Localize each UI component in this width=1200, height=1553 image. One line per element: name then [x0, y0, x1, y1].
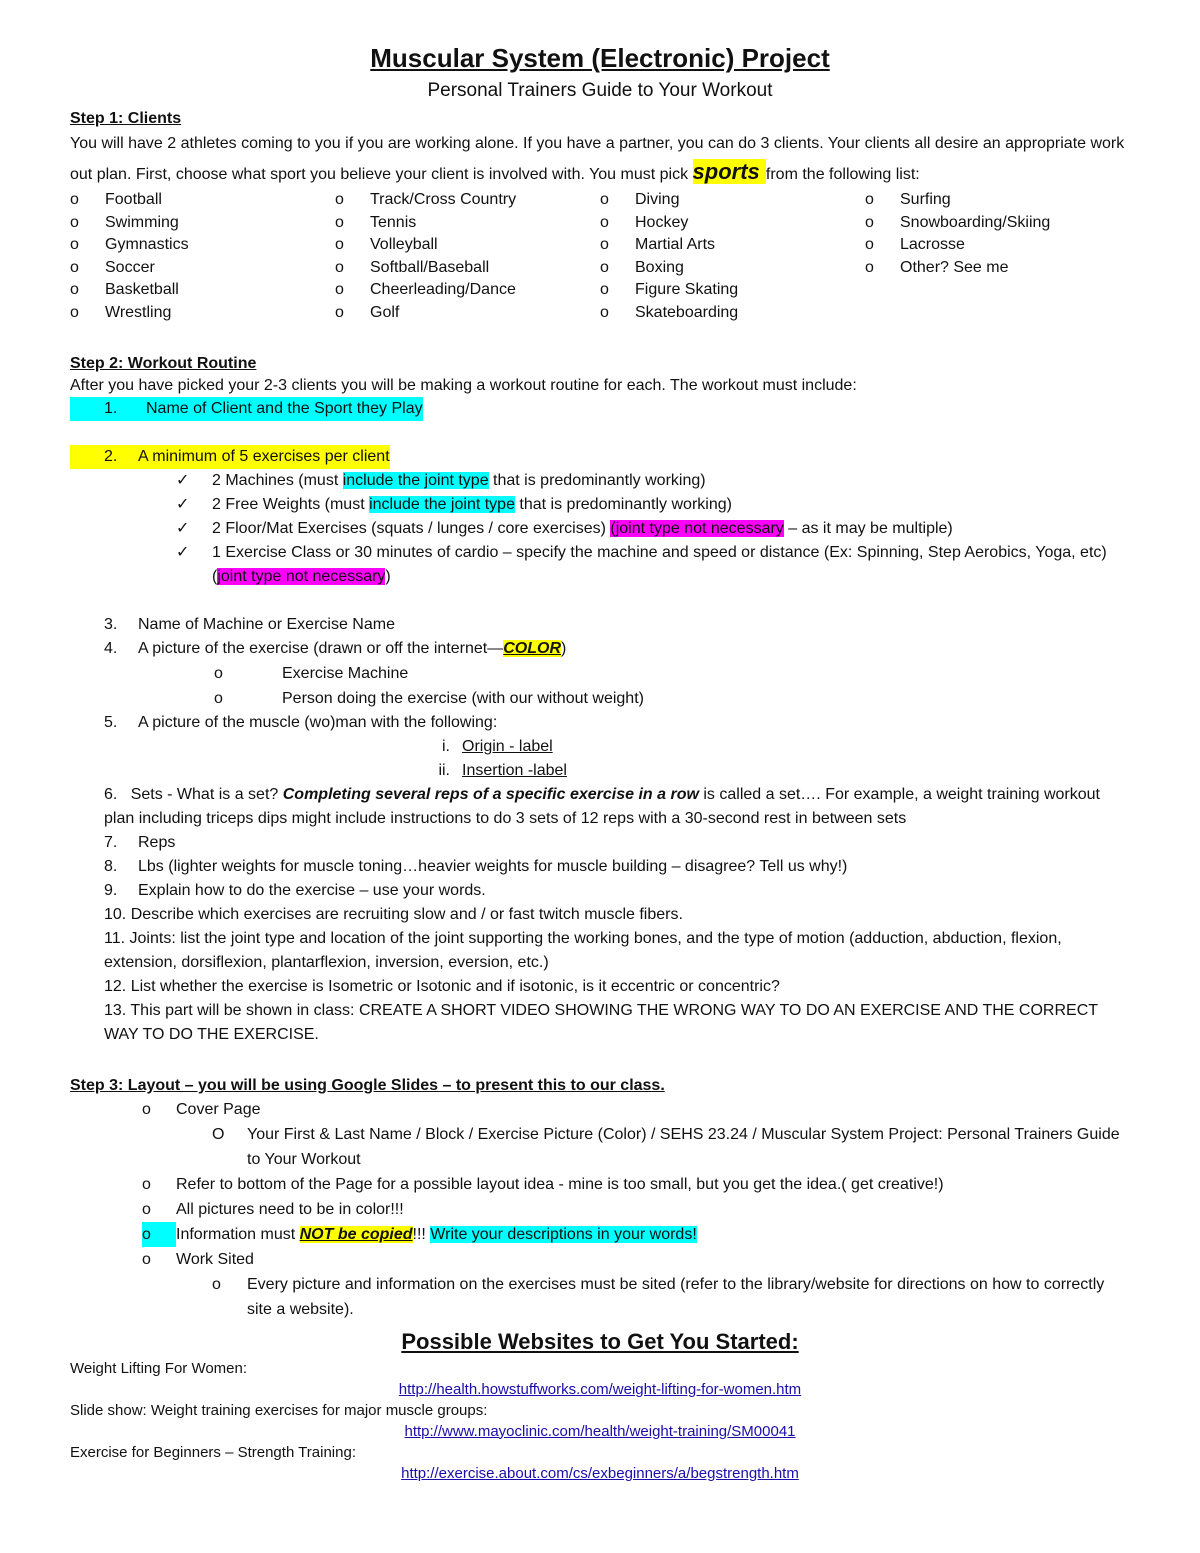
list-item: o Boxing	[600, 258, 684, 276]
list-item: o Surfing	[865, 191, 951, 208]
website-link[interactable]: http://exercise.about.com/cs/exbeginners/a/begstrength.htm	[401, 1464, 799, 1482]
sports-column-3	[600, 189, 865, 325]
website-label: Weight Lifting For Women:	[70, 1359, 248, 1377]
list-item: o Basketball	[70, 281, 179, 299]
list-item: o Refer to bottom of the Page for a possible layout idea - mine is too small, but you get the idea.( get creative!)	[142, 1175, 944, 1193]
list-item: o Snowboarding/Skiing	[865, 213, 1051, 231]
list-item: o Skateboarding	[600, 303, 739, 321]
list-item: 12. List whether the exercise is Isometric or Isotonic and if isotonic, is it eccentric or concentric?	[104, 977, 780, 995]
website-label: Exercise for Beginners – Strength Training:	[70, 1443, 356, 1461]
website-label: Slide show: Weight training exercises for major muscle groups:	[70, 1401, 488, 1419]
list-item: o Other? See me	[865, 258, 1009, 276]
step1-text-b: from the following list:	[765, 166, 920, 183]
checkmark-icon: ✓	[176, 495, 190, 513]
list-item: o Person doing the exercise (with our without weight)	[214, 689, 644, 707]
list-item: ✓ 2 Machines (must include the joint type that is predominantly working)	[70, 469, 1130, 493]
list-item: o Football	[70, 191, 162, 208]
step1-heading: Step 1: Clients	[70, 110, 182, 127]
list-item: 2. A minimum of 5 exercises per client	[70, 445, 1130, 469]
page-subtitle: Personal Trainers Guide to Your Workout	[427, 80, 773, 101]
sports-column-2	[335, 189, 600, 325]
sports-column-1	[70, 189, 335, 325]
list-item: 8. Lbs (lighter weights for muscle toning…heavier weights for muscle building – disagree? Tell us why!)	[104, 857, 848, 875]
checkmark-icon: ✓	[176, 543, 190, 561]
list-item: o Tennis	[335, 213, 417, 231]
website-link[interactable]: http://health.howstuffworks.com/weight-lifting-for-women.htm	[398, 1380, 802, 1398]
step2-intro: After you have picked your 2-3 clients you will be making a workout routine for each. The workout must include:	[70, 376, 857, 394]
sports-highlight: sports	[692, 159, 766, 184]
list-item: o Gymnastics	[70, 236, 189, 254]
list-item: o Figure Skating	[600, 281, 739, 299]
list-item: o All pictures need to be in color!!!	[142, 1200, 404, 1218]
list-item: 10. Describe which exercises are recruiting slow and / or fast twitch muscle fibers.	[104, 905, 683, 923]
list-item: i. Origin - label	[442, 737, 553, 755]
website-link[interactable]: http://www.mayoclinic.com/health/weight-training/SM00041	[404, 1422, 796, 1440]
sports-list	[70, 189, 1130, 325]
step2-heading: Step 2: Workout Routine	[70, 354, 257, 372]
list-item: ✓ 1 Exercise Class or 30 minutes of cardio – specify the machine and speed or distance (Ex: Spinning, Step Aerobics, Yoga, etc) (joint type not necessary)	[70, 541, 1130, 589]
list-item: o Swimming	[70, 213, 179, 231]
list-item: o Soccer	[70, 258, 155, 276]
list-item: o Lacrosse	[865, 236, 965, 254]
list-item: o Work Sited	[142, 1250, 254, 1268]
list-item: o Every picture and information on the exercises must be sited (refer to the library/website for directions on how to correctly site a website).	[212, 1275, 1105, 1318]
page-title: Muscular System (Electronic) Project	[370, 43, 830, 73]
list-item: 7. Reps	[104, 833, 176, 851]
list-item: o Information must NOT be copied!!! Write your descriptions in your words!	[70, 1222, 1130, 1247]
list-item: o Diving	[600, 191, 680, 208]
step1-text-a: You will have 2 athletes coming to you if you are working alone. If you have a partner, you can do 3 clients. Your clients all desire an appropriate work out plan. First, choose what sport you believe your client is involved with. You must pick	[70, 135, 1125, 183]
checkmark-icon: ✓	[176, 471, 190, 489]
list-item: ✓ 2 Free Weights (must include the joint type that is predominantly working)	[70, 493, 1130, 517]
list-item: 3. Name of Machine or Exercise Name	[104, 615, 395, 633]
list-item: o Exercise Machine	[214, 664, 409, 682]
list-item: o Volleyball	[335, 236, 438, 254]
list-item: 11. Joints: list the joint type and location of the joint supporting the working bones, and the type of motion (adduction, abduction, flexion, extension, dorsiflexion, plantarflexion, inversion, eversion, etc.)	[104, 929, 1062, 971]
list-item: 9. Explain how to do the exercise – use your words.	[104, 881, 486, 899]
list-item: o Cover Page	[142, 1100, 261, 1118]
list-item: o Softball/Baseball	[335, 258, 490, 276]
step1-text	[70, 130, 1130, 189]
list-item: o Hockey	[600, 213, 689, 231]
list-item: O Your First & Last Name / Block / Exercise Picture (Color) / SEHS 23.24 / Muscular System Project: Personal Trainers Guide to Your Workout	[212, 1125, 1120, 1168]
list-item: 1. Name of Client and the Sport they Play	[70, 397, 1130, 421]
step3-heading: Step 3: Layout – you will be using Google Slides – to present this to our class.	[70, 1076, 665, 1094]
list-item: 4. A picture of the exercise (drawn or off the internet—COLOR)	[104, 639, 567, 657]
list-item: 13. This part will be shown in class: CREATE A SHORT VIDEO SHOWING THE WRONG WAY TO DO AN EXERCISE AND THE CORRECT WAY TO DO THE EXERCISE.	[104, 1001, 1098, 1043]
list-item: o Wrestling	[70, 303, 172, 321]
sports-column-4	[865, 189, 1130, 325]
list-item: 6. Sets - What is a set? Completing several reps of a specific exercise in a row is called a set…. For example, a weight training workout plan including triceps dips might include instructions to do 3 sets of 12 reps with a 30-second rest in between sets	[104, 785, 1100, 827]
list-item: 5. A picture of the muscle (wo)man with the following:	[104, 713, 498, 731]
websites-heading: Possible Websites to Get You Started:	[401, 1328, 799, 1354]
list-item: o Track/Cross Country	[335, 191, 517, 208]
list-item: o Golf	[335, 303, 400, 321]
list-item: ✓ 2 Floor/Mat Exercises (squats / lunges / core exercises) (joint type not necessary – as it may be multiple)	[70, 517, 1130, 541]
checkmark-icon: ✓	[176, 519, 190, 537]
list-item: o Martial Arts	[600, 236, 716, 254]
list-item: o Cheerleading/Dance	[335, 281, 516, 299]
list-item: ii. Insertion -label	[438, 761, 567, 779]
